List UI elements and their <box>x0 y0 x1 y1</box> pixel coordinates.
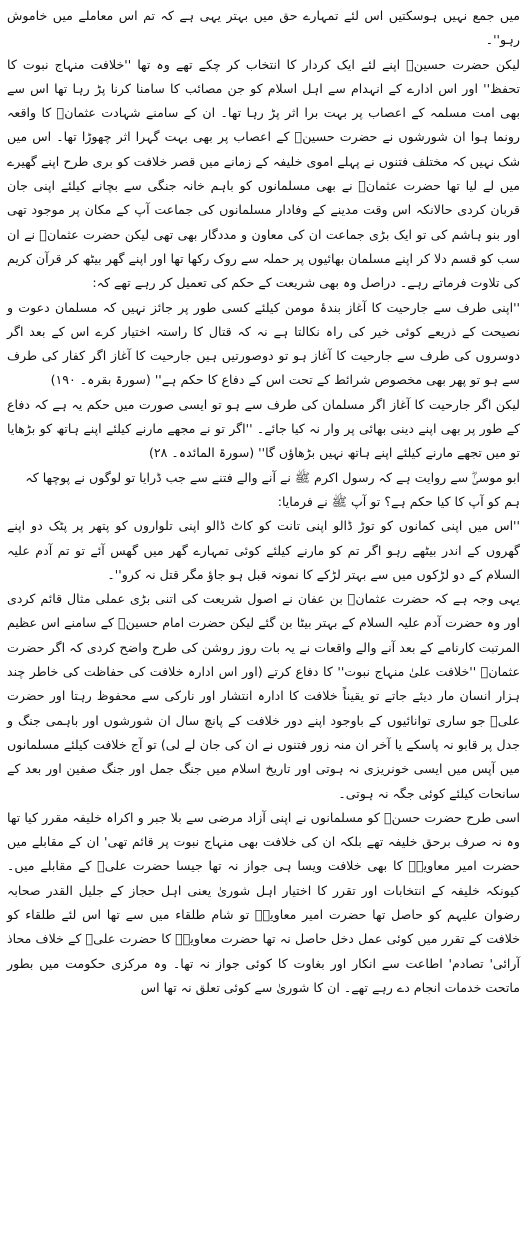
paragraph-3: یہی وجہ ہے کہ حضرت عثمانؓ بن عفان نے اصول شریعت کی اتنی بڑی عملی مثال قائم کردی اور وہ حضرت آدم علیہ السلام کے بہتر بیٹا بن گئے لیکن حضرت امام حسینؓ کے سامنے اس عظیم المرتبت کارنامے کے بعد آنے والے واقعات نے یہ بات روز روشن کی طرح واضح کردی کہ اگر حضرت عثمانؓ ''خلافت علیٰ منہاج نبوت'' کا دفاع کرتے (اور اس ادارہ خلافت کی حفاظت کی خاطر چند ہزار انسان مار دیئے جاتے تو یقیناً خلافت کا ادارہ انتشار اور نارکی سے محفوظ رہتا اور حضرت علیؓ جو ساری توانائیوں کے باوجود اپنے دور خلافت کے پانچ سال ان شورشوں اور باہمی جنگ و جدل پر قابو نہ پاسکے یا آخر ان منہ زور فتنوں نے ان کی جان لے لی) تو آج خلافت کیلئے مسلمانوں میں آپس میں ایسی خونریزی نہ ہوتی اور تاریخ اسلام میں جنگ جمل اور جنگ صفین اور بعد کے سانحات کیلئے کوئی جگہ نہ ہوتی۔ <box>7 591 520 801</box>
hadith-quote: ''اس میں اپنی کمانوں کو توڑ ڈالو اپنی تانت کو کاٹ ڈالو اپنی تلواروں کو پتھر پر پٹک دو اپنے گھروں کے اندر بیٹھے رہو اگر تم کو مارنے کیلئے کوئی تمہارے گھر میں گھس آئے تو تم آدم علیہ السلام کے دو لڑکوں میں سے بہتر لڑکے کا نمونہ قبل ہو جاؤ مگر قتل نہ کرو''۔ <box>7 518 520 582</box>
quran-quote-maidah: لیکن اگر جارحیت کا آغاز اگر مسلمان کی طرف سے ہو تو ایسی صورت میں حکم یہ ہے کہ دفاع کے طور پر بھی اپنے دینی بھائی پر وار نہ کیا جائے۔ ''اگر تو نے مجھے مارنے کیلئے اپنے ہاتھ کو بڑھایا تو میں تجھے مارنے کیلئے اپنے ہاتھ نہیں بڑھاؤں گا'' (سورۃ المائدہ۔ ۲۸) <box>7 396 520 461</box>
paragraph-4: اسی طرح حضرت حسنؓ کو مسلمانوں نے اپنی آزاد مرضی سے بلا جبر و اکراہ خلیفہ مقرر کیا تھا وہ نہ صرف برحق خلیفہ تھے بلکہ ان کی خلافت بھی منہاج نبوت پر قائم تھی' ان کے مقابلے میں حضرت امیر معاویہؓ کا بھی خلافت ویسا ہی جواز نہ تھا جیسا حضرت علیؓ کے مقابلے میں۔ کیونکہ خلیفہ کے انتخابات اور تقرر کا اختیار اہل شوریٰ یعنی اہل حجاز کے جلیل القدر صحابہ رضوان علیہم کو حاصل تھا حضرت امیر معاویہؓ تو شام طلقاء میں سے تھا اس لئے طلقاء کو خلافت کے تقرر میں کوئی عمل دخل حاصل نہ تھا حضرت معاویہؓ کا حضرت علیؓ کے خلاف محاذ آرائی' تصادم' اطاعت سے انکار اور بغاوت کا کوئی جواز نہ تھا۔ وہ مرکزی حکومت میں بطور ماتحت خدمات انجام دے رہے تھے۔ ان کا شوریٰ سے کوئی تعلق نہ تھا اس <box>7 809 520 995</box>
quran-quote-baqarah: ''اپنی طرف سے جارحیت کا آغاز بندۂ مومن کیلئے کسی طور پر جائز نہیں کہ مسلمان دعوت و نصیحت کے ذریعے کوئی خیر کی راہ نکالتا ہے نہ کہ قتال کا راستہ اختیار کرے اس کے بعد اگر دوسروں کی طرف سے جارحیت کا آغاز ہو تو دوصورتیں ہیں جارحیت کا آغاز اگر کفار کی طرف سے ہو تو پھر بھی مخصوص شرائط کے تحت اس کے دفاع کا حکم ہے'' (سورۃ بقرہ۔ ۱۹۰) <box>7 299 520 388</box>
paragraph-2: لیکن حضرت حسینؓ اپنے لئے ایک کردار کا انتخاب کر چکے تھے وہ تھا ''خلافت منہاج نبوت کا تحفظ'' اور اس ادارے کے انہدام سے اہل اسلام کو جن مصائب کا سامنا کرنا پڑ رہا تھا اس سے بھی امت مسلمہ کے اعصاب پر بہت برا اثر پڑ رہا تھا۔ ان کے سامنے شہادت عثمانؓ کا واقعہ رونما ہوا ان شورشوں نے حضرت حسینؓ کے اعصاب پر بھی بہت گہرا اثر چھوڑا تھا۔ اس میں شک نہیں کہ مختلف فتنوں نے پہلے اموی خلیفہ کے زمانے میں قصر خلافت کو بری طرح اپنے گھیرے میں لے لیا تھا حضرت عثمانؓ نے بھی مسلمانوں کو باہم خانہ جنگی سے بچانے کیلئے اپنی جان قربان کردی حالانکہ اس وقت مدینے کے وفادار مسلمانوں کی جماعت آپ کے مکان پر موجود تھی اور بنو ہاشم کی تو ایک بڑی جماعت ان کی معاون و مددگار بھی تھی لیکن حضرت عثمانؓ نے ان سب کو قسم دلا کر اپنے مسلمان بھائیوں پر حملہ سے روک رکھا تھا اور اپنے گھر بیٹھ کر قرآن کریم کی تلاوت فرماتے رہے۔ دراصل وہ بھی شریعت کے حکم کی تعمیل کر رہے تھے کہ: <box>7 56 520 291</box>
hadith-intro: ابو موسیٰؓ سے روایت ہے کہ رسول اکرم ﷺ نے آنے والے فتنے سے جب ڈرایا تو لوگوں نے پوچھا کہ ہم کو آپ کا کیا حکم ہے؟ تو آپ ﷺ نے فرمایا: <box>25 469 520 509</box>
paragraph-1: میں جمع نہیں ہوسکتیں اس لئے تمہارے حق میں بہتر یہی ہے کہ تم اس معاملے میں خاموش رہو''۔ <box>7 8 520 48</box>
